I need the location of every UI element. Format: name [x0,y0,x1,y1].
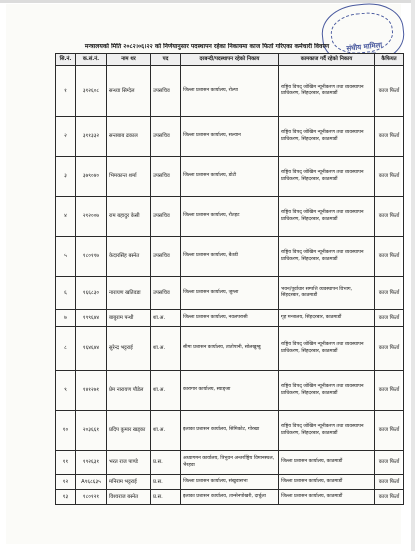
row-remark: काज फिर्ता [375,66,404,117]
row-office: कारागार कार्यालय, स्याङ्जा [181,371,279,411]
table-row [56,197,404,237]
row-post: शा.अ. [151,310,181,327]
row-ksn: १९९६४४ [76,310,107,327]
row-ksn: ३११३३२ [76,117,107,157]
row-post: उपसचिव [151,157,181,197]
row-office: जिल्ला प्रशासन कार्यालय, सल्यान [181,117,279,157]
row-work: राष्ट्रिय विपद् जोखिम न्यूनीकरण तथा व्यवस्थापन प्राधिकरण, सिंहदरबार, काठमाडौं [279,157,375,197]
row-work: राष्ट्रिय विपद् जोखिम न्यूनीकरण तथा व्यवस्थापन प्राधिकरण, सिंहदरबार, काठमाडौं [279,197,375,237]
row-office: अध्यागमन कार्यालय, त्रिभुवन अन्तर्राष्ट्रिय विमानस्थल, भैरहवा [181,451,279,475]
row-work: राष्ट्रिय विपद् जोखिम न्यूनीकरण तथा व्यवस्थापन प्राधिकरण, सिंहदरबार, काठमाडौं [279,327,375,371]
row-office: इलाका प्रशासन कार्यालय, तान्सेनपोखरी, दार्चुला [181,490,279,505]
table-row [56,490,404,505]
row-sn: ५ [56,237,76,277]
col-header-work: कामकाज गर्दै रहेको निकाय [279,54,375,66]
row-sn: ७ [56,310,76,327]
row-remark: काज फिर्ता [375,310,404,327]
row-name: नारायण खतिवडा [107,277,151,310]
row-name: सुरेन्द्र भट्टराई [107,327,151,371]
row-post: शा.अ. [151,371,181,411]
row-name: सन्ध्या सिग्देल [107,66,151,117]
row-post: शा.अ. [151,411,181,451]
row-post: उपसचिव [151,117,181,157]
row-post: उपसचिव [151,237,181,277]
col-header-remark: कैफियत [375,54,404,66]
table-row [56,451,404,475]
row-remark: काज फिर्ता [375,197,404,237]
table-row [56,237,404,277]
row-work: जिल्ला प्रशासन कार्यालय, काठमाडौं [279,475,375,490]
row-name: प्रेम नारायण पौडेल [107,371,151,411]
row-office: सीमा प्रशासन कार्यालय, तातोपानी, सोलखुम्बु [181,327,279,371]
table-row [56,371,404,411]
row-sn: ११ [56,451,76,475]
row-sn: ४ [56,197,76,237]
row-office: जिल्ला प्रशासन कार्यालय, जुम्ला [181,277,279,310]
col-header-post: पद [151,54,181,66]
row-name: बाबुराम पन्थी [107,310,151,327]
row-ksn: १९२६३१ [76,451,107,475]
col-header-sn: सि.नं. [56,54,76,66]
row-work: राष्ट्रिय विपद् जोखिम न्यूनीकरण तथा व्यवस्थापन प्राधिकरण, सिंहदरबार, काठमाडौं [279,117,375,157]
row-name: भरत राज पाण्डे [107,451,151,475]
col-header-name: नाम थर [107,54,151,66]
row-office: जिल्ला प्रशासन कार्यालय, बैतडी [181,237,279,277]
row-post: प्र.स. [151,490,181,505]
row-office: जिल्ला प्रशासन कार्यालय, रौतहट [181,197,279,237]
table-row [56,310,404,327]
row-remark: काज फिर्ता [375,411,404,451]
row-office: जिल्ला प्रशासन कार्यालय, नवलपरासी [181,310,279,327]
row-sn: १० [56,411,76,451]
row-sn: ८ [56,327,76,371]
row-remark: काज फिर्ता [375,371,404,411]
scan-top-edge [0,0,415,3]
scan-right-edge [411,0,415,551]
row-name: केदारसिंह बस्नेत [107,237,151,277]
table-row [56,327,404,371]
row-ksn: २०३६६१ [76,411,107,451]
row-remark: काज फिर्ता [375,277,404,310]
seal-text-1: संघीय मामिला [346,41,383,53]
row-remark: काज फिर्ता [375,237,404,277]
row-office: जिल्ला प्रशासन कार्यालय, रोल्पा [181,66,279,117]
row-ksn: १६६८३० [76,277,107,310]
document-heading: मन्त्रालयको मिति २०८२।०६।२२ को निर्णयानुसार पदस्थापन रहेका निकायमा काज फिर्ता गरिएका कर्मचारी विवरण [84,43,330,50]
table-row [56,66,404,117]
row-sn: १२ [56,475,76,490]
row-ksn: १८०११७ [76,237,107,277]
row-office: जिल्ला प्रशासन कार्यालय, संखुवासभा [181,475,279,490]
row-name: मनिराम भट्टराई [107,475,151,490]
table-row [56,411,404,451]
row-remark: काज फिर्ता [375,157,404,197]
row-sn: १ [56,66,76,117]
row-ksn: १८०१२१ [76,490,107,505]
row-ksn: २१२००७ [76,197,107,237]
table-header-row [56,54,404,66]
row-ksn: १४१२७१ [76,371,107,411]
row-work: गृह मन्त्रालय, सिंहदरबार, काठमाडौं [279,310,375,327]
row-remark: काज फिर्ता [375,490,404,505]
row-work: जिल्ला प्रशासन कार्यालय, काठमाडौं [279,451,375,475]
row-name: विश्वराज बस्नेत [107,490,151,505]
row-sn: १३ [56,490,76,505]
row-post: उपसचिव [151,197,181,237]
row-post: शा.अ. [151,327,181,371]
table-row [56,117,404,157]
row-post: उपसचिव [151,66,181,117]
row-sn: ६ [56,277,76,310]
row-ksn: ३७९०४० [76,157,107,197]
row-ksn: ३१२६०८ [76,66,107,117]
row-work: राष्ट्रिय विपद् जोखिम न्यूनीकरण तथा व्यवस्थापन प्राधिकरण, सिंहदरबार, काठमाडौं [279,237,375,277]
row-remark: काज फिर्ता [375,475,404,490]
row-sn: ३ [56,157,76,197]
row-name: राम बहादुर केसी [107,197,151,237]
col-header-ksn: क.सं.नं. [76,54,107,66]
table-row [56,277,404,310]
row-sn: २ [56,117,76,157]
staff-table [55,53,404,505]
row-name: प्रदिप कुमार खड्का [107,411,151,451]
row-work: राष्ट्रिय विपद् जोखिम न्यूनीकरण तथा व्यवस्थापन प्राधिकरण, सिंहदरबार, काठमाडौं [279,411,375,451]
col-header-office: दरबन्दी/पदस्थापन रहेको निकाय [181,54,279,66]
row-ksn: १६४६४४ [76,327,107,371]
row-post: प्र.स. [151,451,181,475]
table-row [56,475,404,490]
row-remark: काज फिर्ता [375,451,404,475]
row-office: जिल्ला प्रशासन कार्यालय, डोटी [181,157,279,197]
row-work: राष्ट्रिय विपद् जोखिम न्यूनीकरण तथा व्यवस्थापन प्राधिकरण, सिंहदरबार, काठमाडौं [279,371,375,411]
row-name: भिमकान्त शर्मा [107,157,151,197]
row-post: उपसचिव [151,277,181,310]
row-work: राष्ट्रिय विपद् जोखिम न्यूनीकरण तथा व्यवस्थापन प्राधिकरण, सिंहदरबार, काठमाडौं [279,66,375,117]
row-office: इलाका प्रशासन कार्यालय, सिमिकोट, गोरखा [181,411,279,451]
row-ksn: A९६८६३५ [76,475,107,490]
row-name: सन्तबाब ढकाल [107,117,151,157]
row-work: भवन/पूर्वाधार सम्पत्ति व्यवस्थापन विभाग, सिंहदरबार, काठमाडौं [279,277,375,310]
row-remark: काज फिर्ता [375,327,404,371]
row-work: जिल्ला प्रशासन कार्यालय, काठमाडौं [279,490,375,505]
row-remark: काज फिर्ता [375,117,404,157]
row-sn: ९ [56,371,76,411]
row-post: प्र.स. [151,475,181,490]
table-row [56,157,404,197]
